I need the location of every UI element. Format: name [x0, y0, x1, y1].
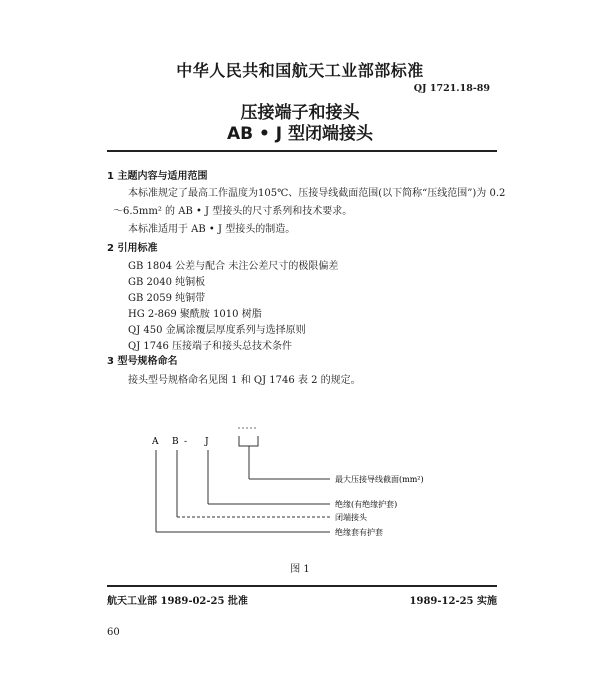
code-letter-j: J [205, 437, 209, 447]
reference-item: GB 2040 纯铜板 [128, 277, 206, 288]
figure-caption: 图 1 [290, 564, 310, 575]
code-separator: - [184, 437, 188, 447]
reference-item: GB 2059 纯铜带 [128, 293, 206, 304]
code-letter-a: A [152, 437, 159, 447]
standard-number: QJ 1721.18-89 [413, 83, 490, 94]
reference-item: GB 1804 公差与配合 未注公差尺寸的极限偏差 [128, 261, 339, 272]
code-letter-b: B [172, 437, 179, 447]
section1-para2: 本标准适用于 AB • J 型接头的制造。 [128, 224, 296, 235]
label-insulation: 绝缘(有绝缘护套) [335, 500, 398, 509]
bottom-divider [107, 585, 497, 587]
section1-para1-line2: ～6.5mm² 的 AB • J 型接头的尺寸系列和技术要求。 [113, 206, 353, 217]
approval-date: 航天工业部 1989-02-25 批准 [107, 596, 248, 607]
spec-bracket [239, 436, 258, 446]
label-sleeve: 绝缘套有护套 [335, 528, 383, 537]
reference-item: HG 2-869 聚酰胺 1010 树脂 [128, 309, 262, 320]
section1-para1-line1: 本标准规定了最高工作温度为105℃、压接导线截面范围(以下简称“压线范围”)为 0.2 [128, 188, 506, 199]
effective-date: 1989-12-25 实施 [409, 596, 497, 607]
reference-item: QJ 1746 压接端子和接头总技术条件 [128, 341, 293, 352]
section2-heading: 2 引用标准 [107, 243, 158, 254]
issuing-organization: 中华人民共和国航天工业部部标准 [176, 61, 424, 80]
document-title: 压接端子和接头 [240, 103, 360, 123]
label-max-cross-section: 最大压接导线截面(mm²) [335, 475, 424, 484]
label-closed-end: 闭端接头 [335, 513, 367, 522]
section1-heading: 1 主题内容与适用范围 [107, 171, 208, 182]
section3-heading: 3 型号规格命名 [107, 356, 178, 367]
reference-item: QJ 450 金属涂覆层厚度系列与选择原则 [128, 325, 306, 336]
section3-para: 接头型号规格命名见图 1 和 QJ 1746 表 2 的规定。 [128, 375, 361, 386]
page-number: 60 [107, 627, 120, 638]
document-subtitle: AB • J 型闭端接头 [226, 124, 374, 144]
